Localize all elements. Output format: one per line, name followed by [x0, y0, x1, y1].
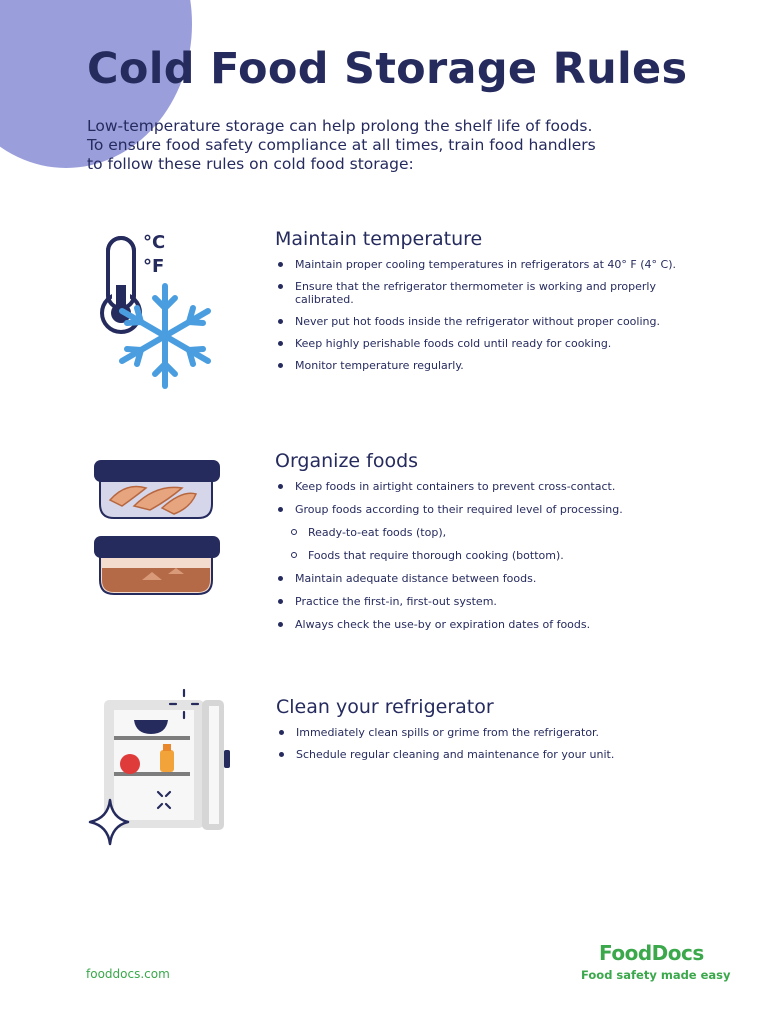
list-item: Never put hot foods inside the refrigerator without proper cooling. — [276, 315, 676, 328]
list-item: Keep foods in airtight containers to prevent cross-contact. — [276, 480, 676, 493]
section-heading: Organize foods — [275, 450, 419, 472]
bullet-list — [277, 726, 677, 761]
section-heading: Clean your refrigerator — [276, 696, 494, 718]
intro-paragraph — [87, 117, 667, 174]
intro-line: To ensure food safety compliance at all times, train food handlers — [87, 136, 596, 154]
sub-list-item: Foods that require thorough cooking (bottom). — [276, 549, 676, 562]
food-containers-icon — [92, 456, 224, 598]
section-heading: Maintain temperature — [275, 228, 483, 250]
intro-line: Low-temperature storage can help prolong the shelf life of foods. — [87, 117, 593, 135]
bullet-list — [276, 480, 676, 631]
list-item: Schedule regular cleaning and maintenance for your unit. — [277, 748, 677, 761]
list-item: Maintain adequate distance between foods. — [276, 572, 676, 585]
list-item: Immediately clean spills or grime from the refrigerator. — [277, 726, 677, 739]
thermometer-snowflake-icon — [92, 228, 232, 398]
list-item: Keep highly perishable foods cold until ready for cooking. — [276, 337, 676, 350]
list-item: Always check the use-by or expiration dates of foods. — [276, 618, 676, 631]
fooddocs-logo: FoodDocs — [599, 941, 704, 965]
clean-refrigerator-icon — [84, 686, 240, 848]
list-item: Ensure that the refrigerator thermometer is working and properly calibrated. — [276, 280, 676, 306]
page-title: Cold Food Storage Rules — [87, 44, 688, 94]
celsius-label: °C — [143, 232, 166, 253]
sub-list-item: Ready-to-eat foods (top), — [276, 526, 676, 539]
fahrenheit-label: °F — [143, 256, 165, 277]
list-item: Monitor temperature regularly. — [276, 359, 676, 372]
brand-tagline: Food safety made easy — [581, 968, 731, 982]
list-item: Practice the first-in, first-out system. — [276, 595, 676, 608]
list-item: Group foods according to their required level of processing. — [276, 503, 676, 516]
bullet-list — [276, 258, 676, 372]
list-item: Maintain proper cooling temperatures in refrigerators at 40° F (4° C). — [276, 258, 676, 271]
footer-website-link[interactable]: fooddocs.com — [86, 967, 170, 981]
intro-line: to follow these rules on cold food storage: — [87, 155, 414, 173]
